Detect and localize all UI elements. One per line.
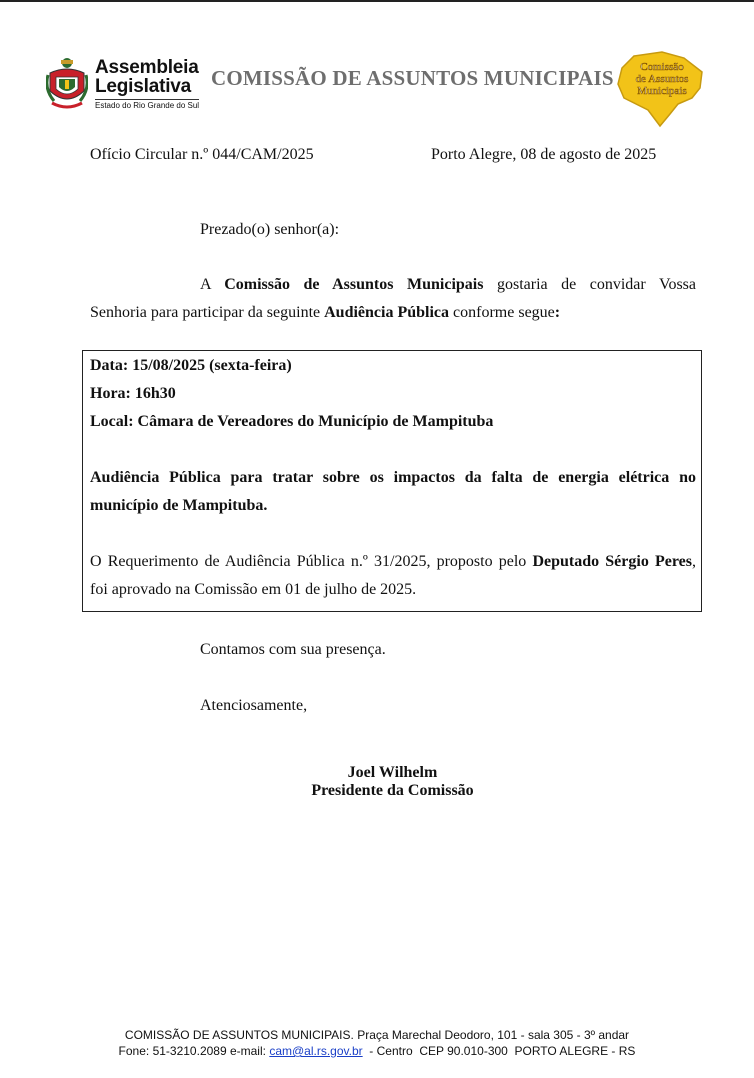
signer-role: Presidente da Comissão: [311, 782, 474, 799]
salutation: Prezado(o) senhor(a):: [200, 221, 340, 238]
body-line-1: [200, 275, 696, 295]
assembly-line2: Legislativa: [95, 76, 192, 97]
event-date: Data: 15/08/2025 (sexta-feira): [90, 357, 292, 374]
body-line-2-colon: :: [554, 304, 561, 321]
body-line-1-c: gostaria de convidar Vossa: [483, 276, 696, 293]
committee-title: COMISSÃO DE ASSUNTOS MUNICIPAIS: [211, 66, 614, 90]
body-hearing-term: Audiência Pública: [324, 304, 450, 321]
top-border: [0, 0, 754, 2]
commission-logo-text-3: Municipais: [637, 85, 687, 97]
event-request-line2: foi aprovado na Comissão em 01 de julho de 2025.: [90, 581, 417, 598]
letter-place-date: Porto Alegre, 08 de agosto de 2025: [431, 146, 657, 163]
event-details-box: [82, 350, 702, 612]
event-deputy-name: Deputado Sérgio Peres: [532, 553, 692, 570]
footer-city: - Centro CEP 90.010-300 PORTO ALEGRE - RS: [362, 1044, 636, 1058]
commission-logo-text-1: Comissão: [640, 61, 684, 73]
body-line-1-a: A: [200, 276, 225, 293]
commission-logo: [614, 48, 706, 130]
assembly-line1: Assembleia: [95, 57, 199, 78]
commission-logo-text-2: de Assuntos: [635, 73, 689, 85]
assembly-subtitle: Estado do Rio Grande do Sul: [95, 101, 200, 110]
event-request-c: ,: [692, 553, 696, 570]
event-request-a: O Requerimento de Audiência Pública n.º 31/2025, proposto pelo: [90, 553, 533, 570]
closing-presence: Contamos com sua presença.: [200, 641, 386, 658]
event-subject-line2: município de Mampituba.: [90, 497, 268, 514]
coat-of-arms-icon: [46, 55, 88, 113]
signer-name: Joel Wilhelm: [347, 764, 438, 781]
event-request-line1: [90, 553, 696, 571]
body-committee-name: Comissão de Assuntos Municipais: [224, 276, 484, 293]
letter-reference: Ofício Circular n.º 044/CAM/2025: [90, 146, 314, 163]
footer-email-link[interactable]: cam@al.rs.gov.br: [269, 1044, 363, 1058]
assembly-logo-text: [95, 58, 199, 111]
footer-phone: Fone: 51-3210.2089 e-mail:: [118, 1044, 270, 1058]
event-time: Hora: 16h30: [90, 385, 176, 402]
footer-address: COMISSÃO DE ASSUNTOS MUNICIPAIS. Praça Marechal Deodoro, 101 - sala 305 - 3º andar: [124, 1028, 630, 1042]
body-line-2: [90, 303, 560, 323]
body-line-2-c: conforme segue: [449, 304, 555, 321]
event-location: Local: Câmara de Vereadores do Município de Mampituba: [90, 413, 494, 430]
footer-contact: [0, 1044, 754, 1058]
body-line-2-a: Senhoria para participar da seguinte: [90, 304, 325, 321]
closing-regards: Atenciosamente,: [200, 697, 308, 714]
event-subject-line1: Audiência Pública para tratar sobre os impactos da falta de energia elétrica no: [90, 469, 696, 486]
